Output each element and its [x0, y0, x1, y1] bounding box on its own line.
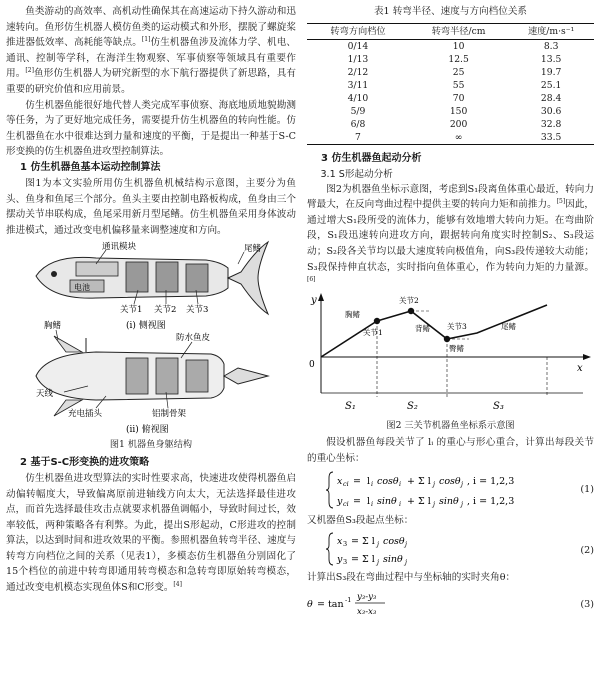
- table-row: 5/9 150 30.6: [350, 105, 562, 117]
- segment-s2: S₂: [407, 400, 418, 412]
- svg-text:x: x: [337, 475, 343, 487]
- svg-text:sinθ: sinθ: [377, 495, 397, 507]
- svg-text:j: j: [433, 499, 436, 508]
- left-column: [6, 4, 296, 596]
- equation-3: [307, 589, 594, 619]
- svg-text:= tan: = tan: [317, 598, 344, 610]
- label-charge-plug: 充电插头: [68, 409, 103, 420]
- svg-text:sinθ: sinθ: [439, 495, 459, 507]
- svg-text:, i = 1,2,3: , i = 1,2,3: [467, 475, 515, 487]
- s3-start-paragraph: 又机器鱼S₃段起点坐标：: [307, 514, 414, 526]
- label-joint2: 关节2: [399, 295, 419, 305]
- label-dorsal: 背鳍: [415, 323, 430, 333]
- table-1: [307, 23, 594, 145]
- motivation-paragraph: 仿生机器鱼能很好地代替人类完成军事侦察、海底地质地貌勘测等任务，为了更好地完成任务，需要提升仿生机器鱼的转向性能。仿生机器鱼在水中很难达到力量和速度的平衡，于是提出一种基于S-C形变换的仿生机器鱼进攻型控制算法。: [6, 99, 296, 158]
- table-header-speed: 速度/m·s⁻¹: [508, 23, 594, 39]
- svg-text:i: i: [371, 479, 374, 488]
- svg-text:3: 3: [343, 558, 348, 567]
- svg-text:i: i: [399, 499, 402, 508]
- table-row: 2/12 25 19.7: [347, 66, 562, 78]
- svg-text:y: y: [337, 495, 343, 507]
- figure-2-caption: 图2 三关节机器鱼坐标系示意图: [386, 419, 515, 431]
- centroid-paragraph: 假设机器鱼每段关节了 lᵢ 的重心与形心重合，计算出每段关节的重心坐标：: [307, 437, 594, 464]
- svg-text:cosθ: cosθ: [377, 475, 399, 487]
- svg-text:sinθ: sinθ: [383, 554, 403, 566]
- table-row: 6/8 200 32.8: [350, 118, 562, 130]
- svg-text:x: x: [337, 536, 343, 548]
- label-joint-3: 关节3: [186, 305, 209, 316]
- svg-text:j: j: [433, 479, 436, 488]
- equation-1: [307, 470, 594, 510]
- label-anal: 臀鳍: [449, 343, 464, 353]
- svg-text:y₃-y₃: y₃-y₃: [357, 591, 377, 602]
- equation-1-number: (1): [580, 483, 594, 495]
- svg-text:y: y: [337, 554, 343, 566]
- figure-1-caption: 图1 机器鱼身躯结构: [109, 439, 193, 451]
- table-row: 3/11 55 25.1: [347, 79, 562, 91]
- svg-text:j: j: [377, 558, 380, 567]
- svg-text:j: j: [377, 540, 380, 549]
- svg-text:= Σ l: = Σ l: [351, 554, 375, 566]
- svg-text:j: j: [405, 540, 408, 549]
- top-view-caption: (ii) 俯视图: [126, 425, 169, 436]
- equation-2: [307, 531, 594, 567]
- table-row: 4/10 70 28.4: [347, 92, 562, 104]
- svg-text:ci: ci: [343, 479, 349, 488]
- table-header-radius: 转弯半径/cm: [409, 23, 508, 39]
- label-caudal: 尾鳍: [501, 321, 516, 331]
- segment-s3: S₃: [493, 400, 504, 412]
- svg-text:cosθ: cosθ: [383, 536, 405, 548]
- svg-text:x₃-x₃: x₃-x₃: [357, 606, 377, 617]
- label-pectoral-fin: 胸鳍: [44, 321, 62, 332]
- label-joint1: 关节1: [363, 327, 383, 337]
- equation-2-number: (2): [580, 545, 594, 557]
- svg-text:=: =: [353, 475, 361, 487]
- equation-3-number: (3): [580, 598, 594, 610]
- label-battery: 电池: [74, 283, 90, 293]
- svg-text:θ: θ: [307, 598, 313, 610]
- side-view-caption: (i) 侧视图: [126, 321, 166, 332]
- svg-text:cosθ: cosθ: [439, 475, 461, 487]
- svg-text:j: j: [461, 499, 464, 508]
- origin-label: 0: [309, 359, 315, 370]
- figure-1: [6, 240, 296, 436]
- label-antenna: 天线: [36, 389, 54, 400]
- table-1-title: 表1 转弯半径、速度与方向档位关系: [373, 6, 528, 17]
- intro-paragraph: 鱼类游动的高效率、高机动性确保其在高速运动下持久游动和迅速转向。鱼形仿生机器人模仿鱼类的运动模式和外形，摆脱了螺旋桨推进器低效率、高耗能等缺点。[1]仿生机器鱼涉及流体力学、机电、通讯、控制等学科，在海洋生物观察、军事侦察等领域具有重要作用。[2]鱼形仿生机器人为研究新型的水下航行器提供了新思路，具有重要的研究价值和应用前景。: [6, 6, 297, 95]
- svg-text:l: l: [367, 495, 371, 507]
- segment-s1: S₁: [345, 400, 356, 412]
- svg-text:3: 3: [343, 540, 348, 549]
- label-pectoral: 胸鳍: [345, 309, 360, 319]
- fish-structure-drawing: [6, 240, 296, 436]
- svg-text:-1: -1: [345, 595, 352, 604]
- y-axis-label: y: [311, 294, 317, 306]
- svg-text:=: =: [353, 495, 361, 507]
- svg-text:= Σ l: = Σ l: [351, 536, 375, 548]
- coordinate-diagram: [307, 293, 594, 417]
- angle-paragraph: 计算出S₃段在弯曲过程中与坐标轴的实时夹角θ：: [307, 572, 516, 584]
- section-3-heading: 3 仿生机器鱼起动分析: [321, 152, 422, 164]
- label-comm-module: 通讯模块: [102, 242, 137, 253]
- svg-text:+ Σ l: + Σ l: [407, 495, 431, 507]
- svg-text:+ Σ l: + Σ l: [407, 475, 431, 487]
- structure-paragraph: 图1为本文实验所用仿生机器鱼机械结构示意图，主要分为鱼头、鱼身和鱼尾三个部分。鱼头主要由控制电路板构成，鱼身由三个摆动关节串联构成，鱼尾采用新月型尾鳍。仿生机器鱼采用身体波动推进模式，通过改变电机偏移量来调整速度和方向。: [6, 177, 296, 236]
- label-joint3: 关节3: [447, 321, 467, 331]
- table-header-gear: 转弯方向档位: [307, 23, 409, 39]
- section-3-1-heading: 3.1 S形起动分析: [320, 168, 393, 180]
- label-joint-2: 关节2: [154, 305, 177, 316]
- svg-text:i: i: [399, 479, 402, 488]
- svg-text:, i = 1,2,3: , i = 1,2,3: [467, 495, 515, 507]
- figure-2: [307, 293, 594, 417]
- label-tail-fin: 尾鳍: [244, 244, 262, 255]
- right-column: [307, 4, 594, 622]
- label-waterproof-skin: 防水鱼皮: [176, 333, 211, 344]
- svg-text:j: j: [405, 558, 408, 567]
- s-start-paragraph: 图2为机器鱼坐标示意图，考虑到S₁段离鱼体重心最近，转向力臂最大，在反向弯曲过程中提供主要的转向力矩和前推力。[5]因此，通过增大S₁段所受的流体力，能够有效地增大转向力矩。在弯曲阶段，S₁段迅速转向进攻方向，跟据转向角度实时控制S₂、S₃段运动；S₂段各关节均以最大速度转向极值角，向S₃段传递较大动能；S₃段保持伸直状态，实时指向鱼体重心，作为转向力矩的力量源。[6]: [307, 183, 595, 283]
- table-row: 7 ∞ 33.5: [307, 131, 594, 145]
- label-aluminum-frame: 铝制骨架: [152, 409, 187, 420]
- section-1-heading: 1 仿生机器鱼基本运动控制算法: [20, 161, 161, 173]
- section-2-heading: 2 基于S-C形变换的进攻策略: [20, 456, 150, 468]
- label-joint-1: 关节1: [120, 305, 143, 316]
- svg-text:i: i: [371, 499, 374, 508]
- table-row: 1/13 12.5 13.5: [347, 53, 562, 65]
- svg-text:ci: ci: [343, 499, 349, 508]
- table-row: 0/14 10 8.3: [347, 40, 559, 52]
- strategy-paragraph: 仿生机器鱼进攻型算法的实时性要求高，快速进攻使得机器鱼启动偏转幅度大，导致偏离原前进轴线方向太大，无法选择最佳进攻点，而首先选择最佳攻击点就要求机器鱼调幅小，导致时间过长，效率较低，两种策略各有利弊。为此，提出S形起动，C形进攻的控制算法，以达到时间和进攻效果的平衡。参照机器鱼转弯半径、速度与转弯方向档位之间的关系（见表1），多模态仿生机器鱼分别固化了15个档位的前进中转弯即通用转弯模态和急转弯即原始转弯模态，通过改变电机模态实现鱼体S和C形变。[4]: [6, 472, 296, 594]
- svg-text:l: l: [367, 475, 371, 487]
- x-axis-label: x: [577, 362, 583, 374]
- svg-text:j: j: [461, 479, 464, 488]
